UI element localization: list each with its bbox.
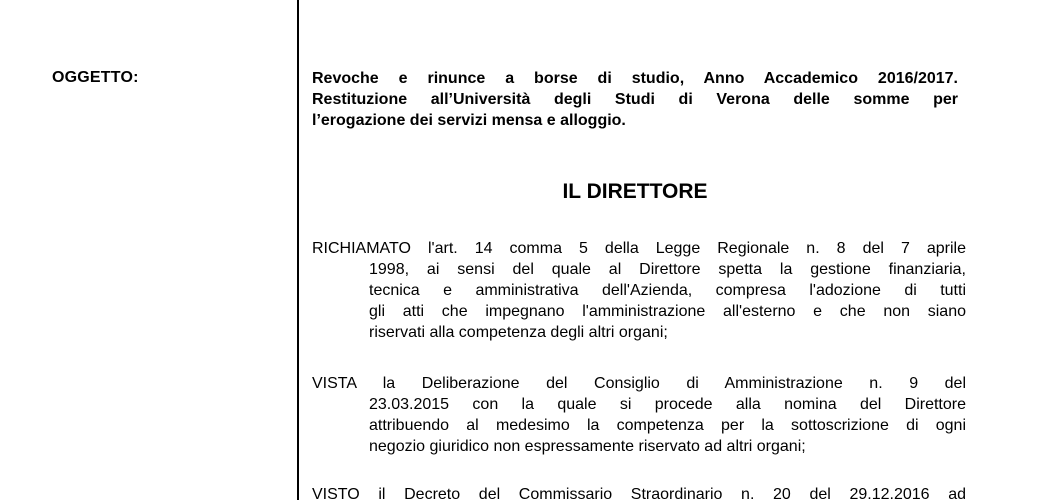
subject-label: OGGETTO: (52, 69, 139, 86)
paragraph-line: attribuendo al medesimo la competenza per la sottoscrizione di ogni (369, 417, 966, 434)
paragraph-line: riservati alla competenza degli altri organi; (369, 324, 668, 341)
subject-line: Restituzione all’Università degli Studi di Verona delle somme per (312, 91, 958, 108)
paragraph-richiamato (312, 238, 966, 343)
paragraph-line: VISTO il Decreto del Commissario Straordinario n. 20 del 29.12.2016 ad (312, 486, 966, 500)
paragraph-vista (312, 373, 966, 457)
section-heading: IL DIRETTORE (562, 180, 708, 203)
vertical-divider (297, 0, 299, 500)
paragraph-line: tecnica e amministrativa dell'Azienda, compresa l'adozione di tutti (369, 282, 966, 299)
paragraph-visto (312, 484, 966, 500)
paragraph-line: 1998, ai sensi del quale al Direttore spetta la gestione finanziaria, (369, 261, 966, 278)
subject-text (312, 68, 958, 131)
paragraph-line: RICHIAMATO l'art. 14 comma 5 della Legge Regionale n. 8 del 7 aprile (312, 240, 966, 257)
paragraph-line: VISTA la Deliberazione del Consiglio di Amministrazione n. 9 del (312, 375, 966, 392)
paragraph-line: gli atti che impegnano l'amministrazione all'esterno e che non siano (369, 303, 966, 320)
subject-line: Revoche e rinunce a borse di studio, Anno Accademico 2016/2017. (312, 70, 958, 87)
subject-line: l’erogazione dei servizi mensa e alloggio. (312, 112, 626, 129)
paragraph-line: 23.03.2015 con la quale si procede alla nomina del Direttore (369, 396, 966, 413)
paragraph-line: negozio giuridico non espressamente riservato ad altri organi; (369, 438, 806, 455)
